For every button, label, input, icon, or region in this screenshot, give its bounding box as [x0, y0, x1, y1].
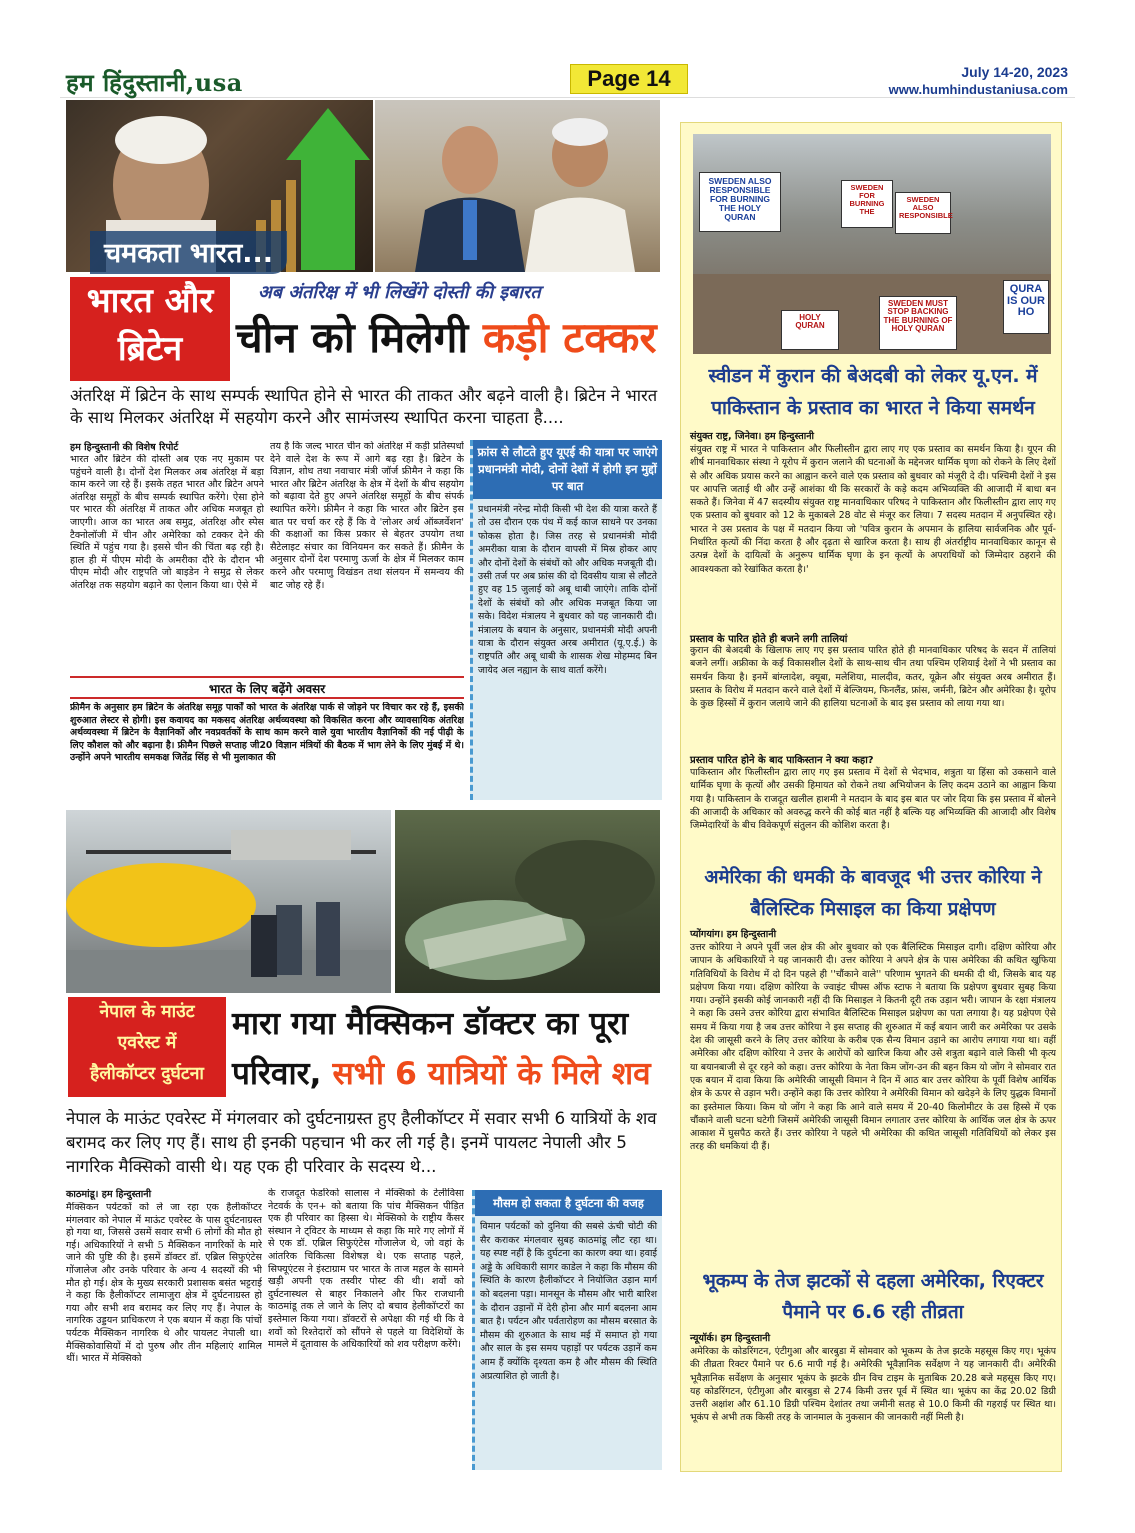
sweden-paragraph-1: संयुक्त राष्ट्र में भारत ने पाकिस्तान और फिलीस्तीन द्वारा लाए गए एक प्रस्ताव का समर्थन किया है। यूएन की शीर्ष मानवाधिकार संस्था ने यूरोप में कुरान जलाने की घटनाओं के मद्देनजर धार्मिक घृणा को रोकने के लिए देशों से और अधिक प्रयास करने का आह्वान करने वाले एक प्रस्ताव को बुधवार को मंजूरी दे दी। पश्चिमी देशों ने इस पर आपत्ति जताई थी और उन्हें आशंका थी कि सरकारों के कड़े कदम अभिव्यक्ति की आजादी में बाधा बन सकते हैं। जिनेवा में 47 सदस्यीय संयुक्त राष्ट्र मानवाधिकार परिषद ने पाकिस्तान और फिलीस्तीन द्वारा लाए गए एक प्रस्ताव को बुधवार को 12 के मुकाबले 28 वोट से मंजूर कर लिया। 7 सदस्य मतदान में अनुपस्थित रहे। भारत ने उस प्रस्ताव के पक्ष में मतदान किया जो 'पवित्र कुरान के अपमान के हालिया सार्वजनिक और पूर्व-निर्धारित कृत्यों की निंदा करता है और दृढ़ता से खारिज करता है। साथ ही अंतर्राष्ट्रीय मानवाधिकार कानून से उत्पन्न देशों के दायित्वों के अनुरूप धार्मिक घृणा के इन कृत्यों के अपराधियों को जिम्मेदार ठहराने की आवश्यकता को रेखांकित करता है।' — [690, 444, 1056, 575]
quake-body: अमेरिका के कोडरिंगटन, एंटीगुआ और बारबुडा में सोमवार को भूकम्प के तेज झटके महसूस किए गए। भूकंप की तीव्रता रिक्टर पैमाने पर 6.6 मापी गई है। अमेरिकी भूवैज्ञानिक सर्वेक्षण ने यह जानकारी दी। अमेरिकी भूवैज्ञानिक सर्वेक्षण के अनुसार भूकंप के झटके ग्रीन विच टाइम के मुताबिक 20.28 बजे महसूस किए गए। यह कोडरिंगटन, एंटीगुआ और बारबुडा से 274 किमी उत्तर पूर्व में स्थित था। भूकंप का केंद्र 20.02 डिग्री उत्तरी अक्षांश और 61.10 डिग्री पश्चिम देशांतर तथा जमीनी सतह से 10.0 किमी की गहराई पर स्थित था। भूकंप से अभी तक किसी तरह के जानमाल के नुकसान की जानकारी नहीं मिली है। — [690, 1346, 1056, 1424]
issue-date: July 14-20, 2023 — [961, 64, 1068, 80]
sweden-subheading-2: प्रस्ताव पारित होने के बाद पाकिस्तान ने क्या कहा? — [690, 755, 874, 766]
subsection-heading: भारत के लिए बढ़ेंगे अवसर — [208, 682, 326, 696]
nepal-byline: काठमांडू। हम हिन्दुस्तानी — [66, 1189, 152, 1200]
lead-kicker: अब अंतरिक्ष में भी लिखेंगे दोस्ती की इबारत — [258, 282, 541, 303]
tag-line-2: एवरेस्ट में — [117, 1033, 177, 1053]
lead-headline — [236, 306, 657, 370]
photo-caption: चमकता भारत... — [90, 231, 287, 274]
tag-line-3: हैलीकॉप्टर दुर्घटना — [90, 1064, 204, 1084]
sweden-paragraph-3: पाकिस्तान और फिलीस्तीन द्वारा लाए गए इस प्रस्ताव में देशों से भेदभाव, शत्रुता या हिंसा को उकसाने वाले धार्मिक घृणा के कृत्यों और उसकी हिमायत को रोकने तथा अभियोजन के लिए कदम उठाने का आह्वान किया गया है। पाकिस्तान के राजदूत खलील हाशमी ने मतदान के बाद इस बात पर जोर दिया कि इस प्रस्ताव में बोलने की आजादी के अधिकार को अवरुद्ध करने की कोई बात नहीं है बल्कि यह अभिव्यक्ति की आजादी और विशेष जिम्मेदारियों के बीच विवेकपूर्ण संतुलन की कोशिश करता है। — [690, 767, 1056, 832]
tag-line-2: ब्रिटेन — [117, 329, 183, 369]
sidebar-body: विमान पर्यटकों को दुनिया की सबसे ऊंची चोटी की सैर कराकर मंगलवार सुबह काठमांडू लौट रहा था। यह स्पष्ट नहीं है कि दुर्घटना का कारण क्या था। हवाई अड्डे के अधिकारी सागर काडेल ने कहा कि मौसम की स्थिति के कारण हैलीकॉप्टर ने नियोजित उड़ान मार्ग को बदलना पड़ा। मानसून के मौसम और भारी बारिश के दौरान उड़ानों में देरी होना और मार्ग बदलना आम बात है। पर्यटन और पर्वतारोहण का मौसम बरसात के मौसम की शुरुआत के साथ मई में समाप्त हो गया और साल के इस समय पहाड़ों पर पर्यटक उड़ानें कम आम हैं क्योंकि दृश्यता कम है और मौसम की स्थिति अप्रत्याशित हो जाती है। — [480, 1221, 657, 1382]
korea-byline: प्योंगयांग। हम हिन्दुस्तानी — [690, 929, 777, 940]
rescue-helicopter-photo — [66, 810, 391, 993]
sweden-subheading-1: प्रस्ताव के पारित होते ही बजने लगी तालियां — [690, 634, 848, 645]
france-uae-sidebar — [470, 440, 662, 800]
lead-column-2: तय है कि जल्द भारत चीन को अंतरिक्ष में कड़ी प्रतिस्पर्धा देने वाले देश के रूप में आगे बढ़ रहा है। ब्रिटेन के विज्ञान, शोध तथा नवाचार मंत्री जॉर्ज फ्रीमैन ने कहा कि भारत और ब्रिटेन अंतरिक्ष के क्षेत्र में देशों के बीच सहयोग को बढ़ावा देते हुए अपने अंतरिक्ष समूहों के बीच संपर्क स्थापित करेंगे। फ्रीमैन ने कहा कि भारत और ब्रिटेन इस बात पर चर्चा कर रहे हैं कि वे 'लोअर अर्थ ऑब्जर्वेशन' की कक्षाओं का किस प्रकार से बेहतर उपयोग तथा सैटेलाइट संचार का विनियमन कर सकते हैं। फ्रीमैन के अनुसार दोनों देश परमाणु ऊर्जा के क्षेत्र में मिलकर काम करने और परमाणु विखंडन तथा संलयन में समन्वय की बाट जोह रहे हैं। — [270, 441, 464, 591]
opportunities-paragraph: फ्रीमैन के अनुसार हम ब्रिटेन के अंतरिक्ष समूह पार्कों को भारत के अंतरिक्ष पार्क से जोड़ने पर विचार कर रहे हैं, इसकी शुरुआत लेस्टर से होगी। इस कवायद का मकसद अंतरिक्ष अर्थव्यवस्था को विकसित करना और व्यावसायिक अंतरिक्ष अर्थव्यवस्था में ब्रिटेन के वैज्ञानिकों और नवप्रवर्तकों के साथ काम करने वाले युवा भारतीय वैज्ञानिकों की नई पीढ़ी के लिए कौशल को और बढ़ाना है। फ्रीमैन पिछले सप्ताह जी20 विज्ञान मंत्रियों की बैठक में भाग लेने के लिए मुंबई में थे। उन्होंने अपने भारतीय समकक्ष जितेंद्र सिंह से भी मुलाकात की — [70, 702, 464, 764]
headline-red-part: कड़ी टक्कर — [482, 313, 657, 362]
korea-headline: अमेरिका की धमकी के बावजूद भी उत्तर कोरिया ने बैलिस्टिक मिसाइल का किया प्रक्षेपण — [704, 867, 1042, 920]
headline-black-part: चीन को मिलेगी — [236, 313, 469, 362]
lead-intro: अंतरिक्ष में ब्रिटेन के साथ सम्पर्क स्थापित होने से भारत की ताकत और बढ़ने वाली है। ब्रिटेन ने भारत के साथ मिलकर अंतरिक्ष में सहयोग करने और सामंजस्य स्थापित करना चाहता है.... — [70, 386, 658, 427]
korea-body: उत्तर कोरिया ने अपने पूर्वी जल क्षेत्र की ओर बुधवार को एक बैलिस्टिक मिसाइल दागी। दक्षिण कोरिया और जापान के अधिकारियों ने यह जानकारी दी। उत्तर कोरिया ने अपने क्षेत्र के पास अमेरिका की कथित खुफिया गतिविधियों के विरोध में दो दिन पहले ही ''चौंकाने वाले'' परिणाम भुगतने की धमकी दी थी, जिसके बाद यह प्रक्षेपण किया गया। दक्षिण कोरिया के ज्वाइंट चीफ्स ऑफ स्टाफ ने बताया कि प्रक्षेपण बुधवार सुबह किया गया। उन्होंने इसकी कोई जानकारी नहीं दी कि मिसाइल ने कितनी दूरी तक उड़ान भरी। जापान के रक्षा मंत्रालय ने कहा कि उसने उत्तर कोरिया द्वारा संभावित बैलिस्टिक मिसाइल प्रक्षेपण का पता लगाया है। यह प्रक्षेपण ऐसे समय में किया गया है जब उत्तर कोरिया ने इस सप्ताह की शुरुआत में कई बयान जारी कर अमेरिका पर उसके देश की जासूसी करने के लिए उत्तर कोरिया के करीब एक सैन्य विमान उड़ाने का आरोप लगाया गया था। वहीं अमेरिका और दक्षिण कोरिया ने उत्तर के आरोपों को खारिज किया और उसे शत्रुता बढ़ाने वाले किसी भी कृत्य या बयानबाजी से दूर रहने को कहा। उत्तर कोरिया के नेता किम जोंग-उन की बहन किम यो जोंग ने सोमवार रात एक बयान में दावा किया कि अमेरिकी जासूसी विमान ने दिन में आठ बार उत्तर कोरिया के पूर्वी विशेष आर्थिक क्षेत्र के ऊपर से उड़ान भरी। उन्होंने कहा कि उत्तर कोरिया ने अमेरिकी विमान को खदेड़ने के लिए युद्धक विमानों का इस्तेमाल किया। किम यो जोंग ने कहा कि आने वाले समय में 20-40 किलोमीटर के उस हिस्से में एक चौंकाने वाली घटना घटेगी जिसमें अमेरिकी जासूसी विमान लगातार उत्तर कोरिया के आर्थिक जल क्षेत्र के ऊपर आकाश में घुसपैठ करते हैं। उत्तर कोरिया ने पहले भी अमेरिका की कथित जासूसी गतिविधियों को लेकर इस तरह की धमकियां दी हैं। — [690, 942, 1056, 1153]
protest-sign: SWEDEN MUST STOP BACKING THE BURNING OF HOLY QURAN — [879, 296, 957, 350]
sweden-paragraph-2: कुरान की बेअदबी के खिलाफ लाए गए इस प्रस्ताव पारित होते ही मानवाधिकार परिषद के सदन में तालियां बजने लगीं। अफ्रीका के कई विकासशील देशों के साथ-साथ चीन तथा पश्चिम एशियाई देशों ने भी प्रस्ताव का समर्थन किया है। इनमें बांग्लादेश, क्यूबा, मलेशिया, मालदीव, कतर, यूक्रेन और संयुक्त अरब अमीरात हैं। प्रस्ताव के विरोध में मतदान करने वाले देशों में बेल्जियम, फिनलैंड, फ्रांस, जर्मनी, ब्रिटेन और अमेरिका है। यूरोप के कुछ हिस्सों में कुरान जलाये जाने की हालिया घटनाओं के बाद इस प्रस्ताव को लाया गया था। — [690, 645, 1056, 710]
sweden-headline: स्वीडन में कुरान की बेअदबी को लेकर यू.एन. में पाकिस्तान के प्रस्ताव का भारत ने किया समर्थन — [708, 365, 1038, 419]
lead-column-1: भारत और ब्रिटेन की दोस्ती अब एक नए मुकाम पर पहुंचने वाली है। दोनों देश मिलकर अब अंतरिक्ष में बड़ा काम करने जा रहे हैं। इसके तहत भारत और ब्रिटेन अपने अंतरिक्ष समूहों के बीच सम्पर्क स्थापित करेंगे। ऐसा होने पर भारत की अंतरिक्ष में ताकत और अधिक मजबूत हो जाएगी। आज का भारत अब समुद्र, अंतरिक्ष और स्पेस टैक्नोलॉजी में चीन और अमेरिका को टक्कर देने की स्थिति में पहुंच गया है। इससे चीन की चिंता बढ़ रही है। हाल ही में पीएम मोदी के अमरीका दौरे के दौरान भी पीएम मोदी और राष्ट्रपति जो बाइडेन ने समुद्र से लेकर अंतरिक्ष तक सहयोग बढ़ाने का ऐलान किया था। ऐसे में — [70, 454, 264, 591]
quake-headline: भूकम्प के तेज झटकों से दहला अमेरिका, रिएक्टर पैमाने पर 6.6 रही तीव्रता — [702, 1270, 1044, 1323]
website-link[interactable]: www.humhindustaniusa.com — [888, 82, 1068, 97]
leaders-handshake-illustration — [375, 100, 660, 272]
sidebar-title: मौसम हो सकता है दुर्घटना की वजह — [475, 1190, 662, 1216]
helicopter-illustration — [66, 810, 391, 993]
india-britain-tag — [70, 277, 230, 381]
nepal-intro: नेपाल के माऊंट एवरेस्ट में मंगलवार को दुर्घटनाग्रस्त हुए हैलीकॉप्टर में सवार सभी 6 यात्रियों के शव बरामद कर लिए गए हैं। साथ ही इनकी पहचान भी कर ली गई है। इनमें पायलट नेपाली और 5 नागरिक मैक्सिको वासी थे। यह एक ही परिवार के सदस्य थे... — [66, 1108, 657, 1176]
sidebar-title: फ्रांस से लौटते हुए यूएई की यात्रा पर जाएंगे प्रधानमंत्री मोदी, दोनों देशों में होगी इन मुद्दों पर बात — [473, 440, 662, 499]
protest-sign: SWEDEN FOR BURNING THE — [841, 180, 893, 228]
newspaper-logo: हम हिंदुस्तानी,usa — [66, 68, 243, 97]
nepal-headline-line2 — [232, 1050, 651, 1098]
sidebar-body: प्रधानमंत्री नरेन्द्र मोदी किसी भी देश की यात्रा करते हैं तो उस दौरान एक पंथ में कई काज साधने पर उनका फोकस होता है। जिस तरह से प्रधानमंत्री मोदी अमरीका यात्रा के दौरान वापसी में मिस्र होकर आए और दोनों देशों के संबंधों को और अधिक मजबूती दी। उसी तर्ज पर अब फ्रांस की दो दिवसीय यात्रा से लौटते हुए वह 15 जुलाई को अबू धाबी जाएंगे। ताकि दोनों देशों के संबंधों को और अधिक मजबूत किया जा सके। विदेश मंत्रालय ने बुधवार को यह जानकारी दी। मंत्रालय के बयान के अनुसार, प्रधानमंत्री मोदी अपनी यात्रा के दौरान संयुक्त अरब अमीरात (यू.ए.ई.) के राष्ट्रपति और अबू धाबी के शासक शेख मोहम्मद बिन जायेद अल नह्यान के साथ वार्ता करेंगे। — [478, 504, 657, 676]
headline-red-part: सभी 6 यात्रियों के मिले शव — [332, 1056, 651, 1092]
nepal-crash-tag — [68, 997, 226, 1097]
headline-black-part: परिवार, — [232, 1056, 322, 1092]
crash-wreckage-photo — [395, 810, 660, 993]
nepal-column-2: के राजदूत फेडरिको सालास ने मेक्सिको के टेलीविसा नेटवर्क के एन+ को बताया कि पांच मैक्सिकन पीड़ित एक ही परिवार का हिस्सा थे। मेक्सिको के राष्ट्रीय कैंसर संस्थान ने ट्विटर के माध्यम से कहा कि मारे गए लोगों में से एक डॉ. एब्रिल सिफुएंटेस गोंजालेज थे, जो वहां के आंतरिक चिकित्सा विशेषज्ञ थे। एक सप्ताह पहले, सिफ्यूएंटस ने इंस्टाग्राम पर भारत के ताज महल के सामने खड़ी अपनी एक तस्वीर पोस्ट की थी। शवों को दुर्घटनास्थल से बाहर निकालने और फिर राजधानी काठमांडू तक ले जाने के लिए दो बचाव हेलीकॉप्टरों का इस्तेमाल किया गया। डॉक्टरों से अपेक्षा की गई थी कि वे शवों को रिश्तेदारों को सौंपने से पहले या विदेशियों के मामले में दूतावास के अधिकारियों को शव परीक्षण करेंगे। — [268, 1188, 464, 1351]
wreckage-illustration — [395, 810, 660, 993]
section-divider — [70, 697, 464, 699]
nepal-headline-line1: मारा गया मैक्सिकन डॉक्टर का पूरा — [232, 1006, 629, 1042]
tag-line-1: भारत और — [86, 281, 214, 321]
protest-sign: SWEDEN ALSO RESPONSIBLE — [895, 192, 951, 234]
protest-sign: SWEDEN ALSO RESPONSIBLE FOR BURNING THE HOLY QURAN — [699, 172, 781, 232]
sweden-byline: संयुक्त राष्ट्र, जिनेवा। हम हिन्दुस्तानी — [690, 431, 815, 442]
weather-sidebar — [472, 1190, 662, 1470]
tag-line-1: नेपाल के माउंट — [99, 1002, 195, 1022]
nepal-column-1: मैक्सिकन पर्यटकों को ले जा रहा एक हैलीकॉप्टर मंगलवार को नेपाल में माऊंट एवरेस्ट के पास दुर्घटनाग्रस्त हो गया था, जिससे उसमें सवार सभी 6 लोगों की मौत हो गई। अधिकारियों ने सभी 5 मैक्सिकन नागरिकों के मारे जाने की पुष्टि की है। इसमें डॉक्टर डॉ. एब्रिल सिफुएंटेस गोंजालेज और उनके परिवार के अन्य 4 सदस्यों की भी मौत हो गई। क्षेत्र के मुख्य सरकारी प्रशासक बसंत भट्टराई ने कहा कि हैलीकॉप्टर लामाजुरा क्षेत्र में दुर्घटनाग्रस्त हो गया और सभी शव बरामद कर लिए गए हैं। नेपाल के नागरिक उड्डयन प्राधिकरण ने एक बयान में कहा कि पांचों पर्यटक मैक्सिकन नागरिक थे और पायलट नेपाली था। मैक्सिकोवासियों में दो पुरुष और तीन महिलाएं शामिल थीं। भारत में मेक्सिको — [66, 1202, 262, 1365]
page-number: Page 14 — [570, 64, 688, 94]
sweden-protest-photo — [693, 134, 1051, 354]
quake-byline: न्यूयॉर्क। हम हिन्दुस्तानी — [690, 1333, 771, 1344]
section-divider — [70, 676, 464, 678]
protest-sign: QURA IS OUR HO — [1003, 280, 1049, 334]
lead-byline: हम हिन्दुस्तानी की विशेष रिपोर्ट — [70, 442, 179, 453]
protest-sign: HOLY QURAN — [781, 310, 839, 350]
sunak-modi-photo — [375, 100, 660, 272]
